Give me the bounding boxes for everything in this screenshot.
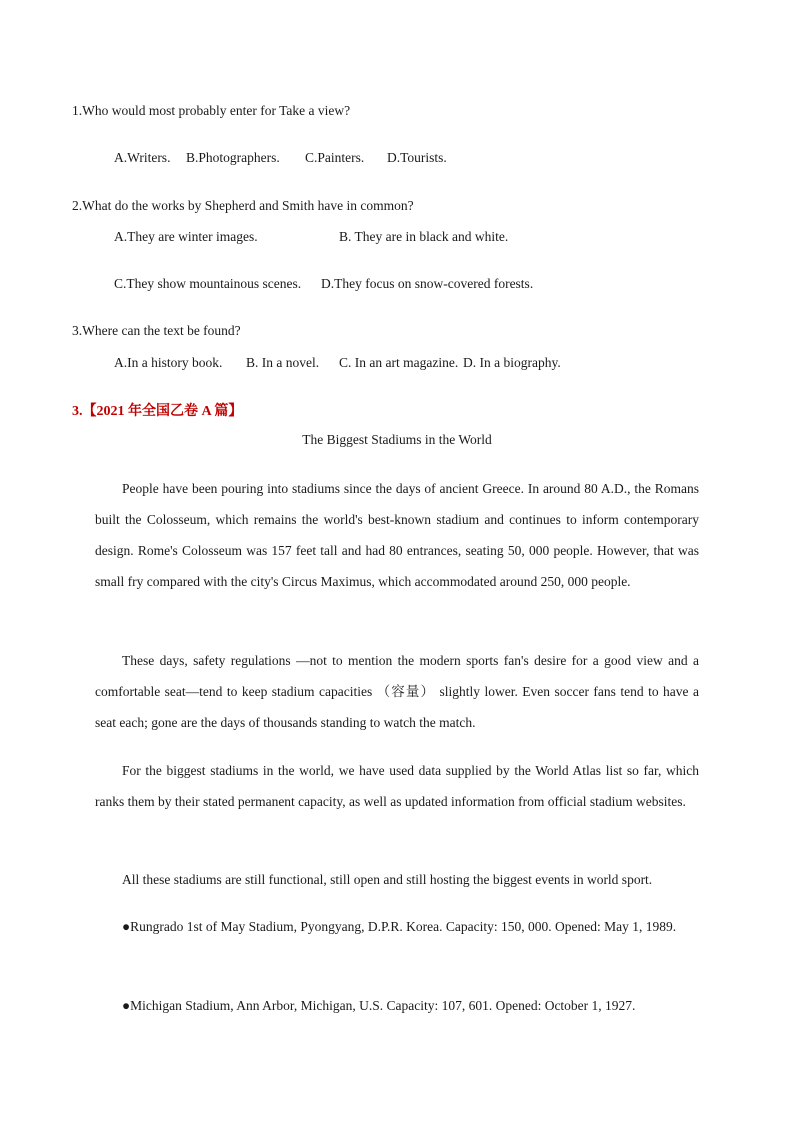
stadium-list-item-2: ●Michigan Stadium, Ann Arbor, Michigan, U.S. Capacity: 107, 601. Opened: October 1, 1927. <box>122 998 636 1013</box>
question-1-stem: 1.Who would most probably enter for Take a view? <box>72 103 351 118</box>
question-2-option-c: C.They show mountainous scenes. <box>114 276 302 291</box>
question-3-option-d: D. In a biography. <box>463 355 561 370</box>
question-2-stem: 2.What do the works by Shepherd and Smith have in common? <box>72 198 414 213</box>
passage-paragraph-4: All these stadiums are still functional, still open and still hosting the biggest events in world sport. <box>122 872 653 887</box>
passage-title: The Biggest Stadiums in the World <box>302 432 492 447</box>
question-2-option-b: B. They are in black and white. <box>339 229 509 244</box>
question-1-option-a: A.Writers. <box>114 150 171 165</box>
question-3-option-b: B. In a novel. <box>246 355 320 370</box>
section-heading: 3.【2021 年全国乙卷 A 篇】 <box>72 404 243 419</box>
question-1-option-c: C.Painters. <box>305 150 365 165</box>
question-1-option-d: D.Tourists. <box>387 150 447 165</box>
question-3-stem: 3.Where can the text be found? <box>72 323 241 338</box>
question-3-option-a: A.In a history book. <box>114 355 223 370</box>
passage-paragraph-2: These days, safety regulations —not to mention the modern sports fan's desire for a good view and a comfortable seat—tend to keep stadium capacities （容量） slightly lower. Even soccer fans tend to have a seat each; gone are the days of thousands standing to watch the match. <box>95 653 699 730</box>
question-1-option-b: B.Photographers. <box>186 150 280 165</box>
question-2-option-a: A.They are winter images. <box>114 229 258 244</box>
question-3-option-c: C. In an art magazine. <box>339 355 459 370</box>
stadium-list-item-1: ●Rungrado 1st of May Stadium, Pyongyang, D.P.R. Korea. Capacity: 150, 000. Opened: May 1, 1989. <box>122 919 677 934</box>
passage-paragraph-3: For the biggest stadiums in the world, we have used data supplied by the World Atlas list so far, which ranks them by their stated permanent capacity, as well as updated information from official stadium websites. <box>95 763 699 809</box>
passage-paragraph-1: People have been pouring into stadiums since the days of ancient Greece. In around 80 A.D., the Romans built the Colosseum, which remains the world's best-known stadium and continues to inform contemporary design. Rome's Colosseum was 157 feet tall and had 80 entrances, seating 50, 000 people. However, that was small fry compared with the city's Circus Maximus, which accommodated around 250, 000 people. <box>95 481 699 589</box>
question-2-option-d: D.They focus on snow-covered forests. <box>321 276 534 291</box>
